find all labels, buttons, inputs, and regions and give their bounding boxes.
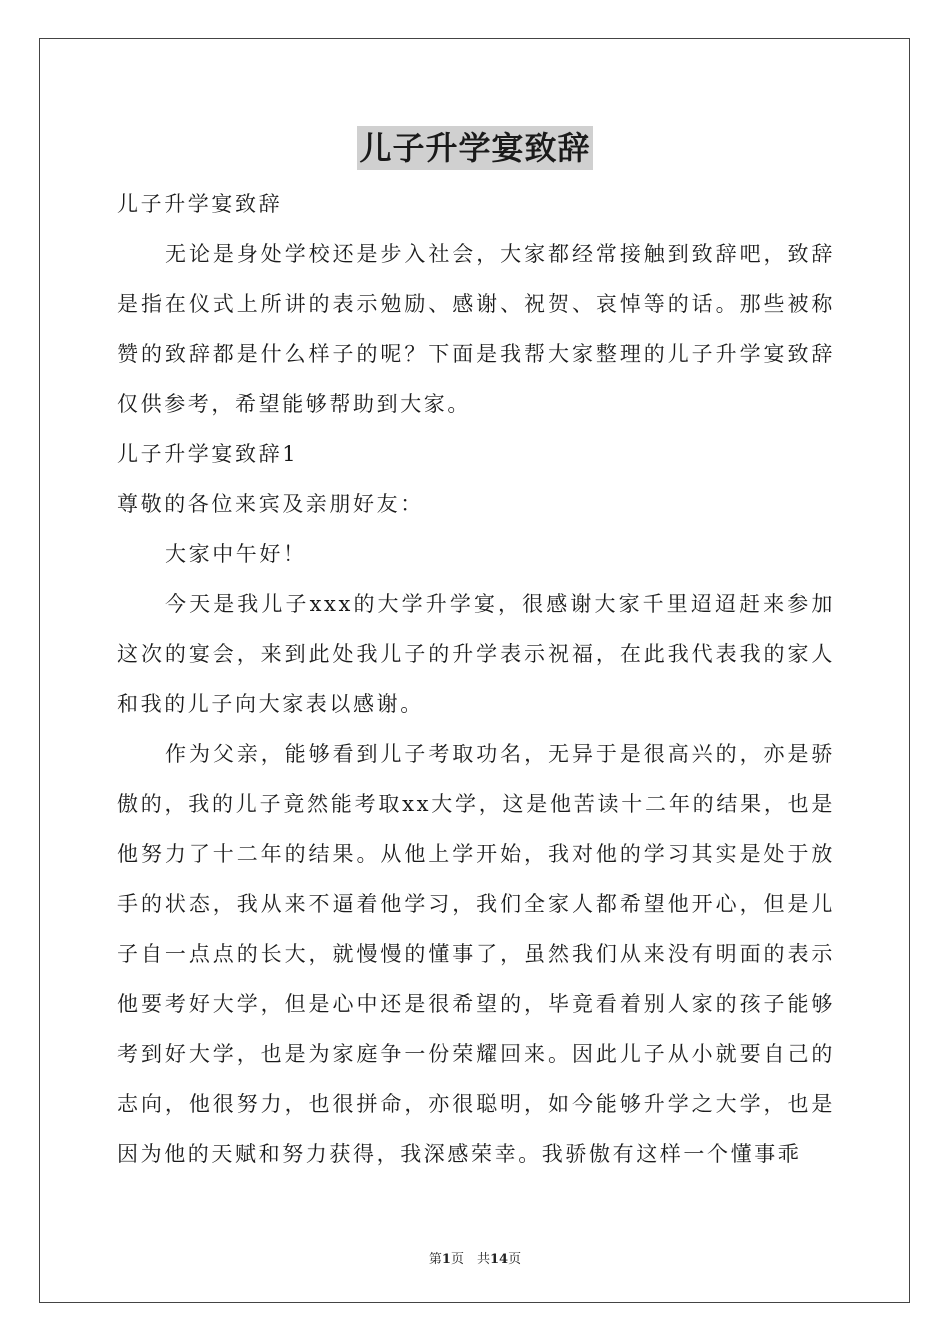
- page-prefix: 第: [428, 1252, 442, 1267]
- intro-paragraph: 无论是身处学校还是步入社会，大家都经常接触到致辞吧，致辞是指在仪式上所讲的表示勉励、感谢、祝贺、哀悼等的话。那些被称赞的致辞都是什么样子的呢？下面是我帮大家整理的儿子升学宴致辞仅供参考，希望能够帮助到大家。: [117, 242, 835, 416]
- document-body: [117, 179, 835, 1179]
- page-total: 14: [489, 1252, 509, 1267]
- section-heading: 儿子升学宴致辞1: [117, 442, 299, 466]
- page-suffix: 页: [508, 1252, 522, 1267]
- page-mid: 页 共: [450, 1252, 490, 1267]
- body-paragraph-1: 今天是我儿子xxx的大学升学宴，很感谢大家千里迢迢赶来参加这次的宴会，来到此处我儿子的升学表示祝福，在此我代表我的家人和我的儿子向大家表以感谢。: [117, 592, 835, 716]
- document-title: 儿子升学宴致辞: [357, 126, 592, 170]
- greeting-paragraph: 大家中午好！: [165, 542, 307, 566]
- subtitle-paragraph: 儿子升学宴致辞: [117, 192, 283, 216]
- salutation-paragraph: 尊敬的各位来宾及亲朋好友：: [117, 492, 424, 516]
- body-paragraph-2: 作为父亲，能够看到儿子考取功名，无异于是很高兴的，亦是骄傲的，我的儿子竟然能考取xx大学，这是他苦读十二年的结果，也是他努力了十二年的结果。从他上学开始，我对他的学习其实是处于放手的状态，我从来不逼着他学习，我们全家人都希望他开心，但是儿子自一点点的长大，就慢慢的懂事了，虽然我们从来没有明面的表示他要考好大学，但是心中还是很希望的，毕竟看着别人家的孩子能够考到好大学，也是为家庭争一份荣耀回来。因此儿子从小就要自己的志向，他很努力，也很拼命，亦很聪明，如今能够升学之大学，也是因为他的天赋和努力获得，我深感荣幸。我骄傲有这样一个懂事乖: [117, 742, 835, 1166]
- page-footer: [0, 1248, 950, 1267]
- page-current: 1: [441, 1252, 451, 1267]
- title-container: [0, 126, 950, 170]
